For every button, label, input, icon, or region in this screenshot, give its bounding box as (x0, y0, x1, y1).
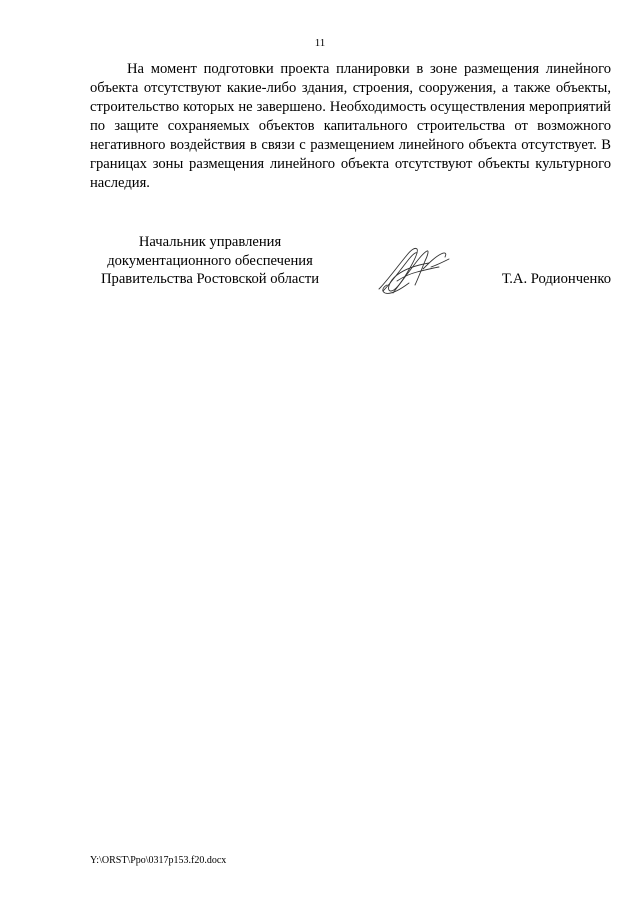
handwritten-signature (373, 241, 453, 297)
signer-name: Т.А. Родионченко (501, 271, 611, 287)
file-path: Y:\ORST\Ppo\0317p153.f20.docx (90, 855, 227, 866)
signer-title-line-1: Начальник управления (138, 234, 282, 250)
body-paragraph: На момент подготовки проекта планировки в зоне размещения линейного объекта отсутствуют какие-либо здания, строения, сооружения, а также объекты, строительство которых не завершено. Необходимость осуществления мероприятий по защите сохраняемых объектов капитального строительства от возможного негативного воздействия в связи с размещением линейного объекта отсутствует. В границах зоны размещения линейного объекта отсутствуют объекты культурного наследия. (90, 61, 611, 191)
signature-block (90, 233, 611, 293)
signer-title-line-3: Правительства Ростовской области (100, 271, 320, 287)
signer-title (90, 233, 330, 289)
page-number: 11 (314, 37, 326, 49)
signer-title-line-2: документационного обеспечения (107, 252, 313, 269)
